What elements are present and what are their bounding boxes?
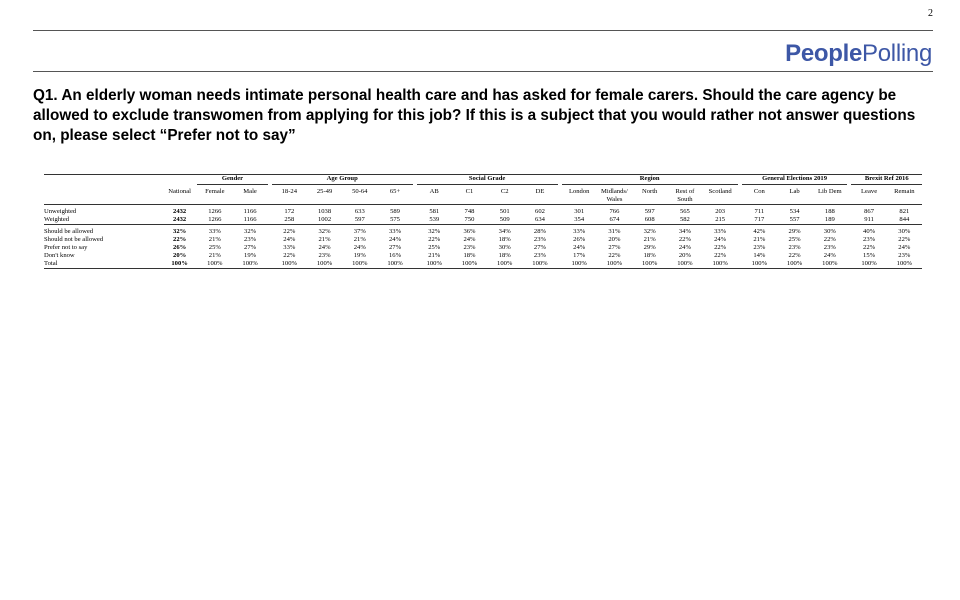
table-cell: 750 xyxy=(464,216,475,223)
table-cell: 582 xyxy=(679,216,690,223)
table-cell: 24% xyxy=(714,236,727,243)
table-cell: 22% xyxy=(678,236,691,243)
table-cell: 42% xyxy=(742,225,777,237)
table-cell: 25% xyxy=(788,236,801,243)
table-cell: 32% xyxy=(632,225,667,237)
table-cell: 100% xyxy=(522,260,557,269)
row-label: Unweighted xyxy=(44,205,162,217)
table-cell: 100% xyxy=(162,260,197,269)
table-cell: 20% xyxy=(678,252,691,259)
table-cell: 100% xyxy=(487,260,522,269)
table-cell: 29% xyxy=(643,244,656,251)
column-header-national: National xyxy=(168,187,191,195)
table-cell: 1266 xyxy=(208,216,222,223)
column-header-lab: Lab xyxy=(789,188,800,195)
table-cell: 100% xyxy=(562,260,597,269)
table-cell: 23% xyxy=(533,252,546,259)
table-cell: 25% xyxy=(428,244,441,251)
table-cell: 23% xyxy=(898,252,911,259)
table-cell: 23% xyxy=(753,244,766,251)
table-cell: 23% xyxy=(463,244,476,251)
peoplepolling-logo xyxy=(785,40,932,68)
table-cell: 27% xyxy=(244,244,257,251)
table-cell: 634 xyxy=(535,216,545,223)
table-cell: 18% xyxy=(643,252,656,259)
table-cell: 33% xyxy=(562,225,597,237)
table-row-unweighted xyxy=(44,205,922,217)
table-cell: 34% xyxy=(667,225,702,237)
table-cell: 100% xyxy=(197,260,232,269)
table-row-total xyxy=(44,260,922,269)
table-cell: 539 xyxy=(429,216,440,223)
table-cell: 711 xyxy=(742,205,777,217)
table-cell: 22% xyxy=(173,236,187,243)
column-header-lib-dem: Lib Dem xyxy=(818,188,842,195)
table-cell: 766 xyxy=(597,205,632,217)
column-header-65: 65+ xyxy=(389,188,401,195)
row-label: Should not be allowed xyxy=(44,236,104,243)
table-cell: 18% xyxy=(498,236,511,243)
table-cell: 32% xyxy=(307,225,342,237)
table-cell: 23% xyxy=(533,236,546,243)
table-cell: 27% xyxy=(608,244,621,251)
table-cell: 100% xyxy=(667,260,702,269)
column-header-female: Female xyxy=(205,188,225,195)
table-cell: 33% xyxy=(703,225,738,237)
table-cell: 575 xyxy=(390,216,400,223)
logo-rule xyxy=(33,71,933,72)
column-header-north: North xyxy=(641,188,658,195)
group-gender: Gender xyxy=(197,175,267,185)
table-row-prefer-not-to-say xyxy=(44,244,922,252)
table-cell: 23% xyxy=(244,236,257,243)
column-header-ab: AB xyxy=(429,188,439,195)
table-cell: 22% xyxy=(788,252,801,259)
column-header-remain: Remain xyxy=(894,188,915,195)
table-cell: 100% xyxy=(307,260,342,269)
table-cell: 608 xyxy=(644,216,655,223)
table-cell: 1166 xyxy=(243,216,257,223)
table-cell: 21% xyxy=(643,236,656,243)
row-label: Prefer not to say xyxy=(44,244,88,251)
column-header-18-24: 18-24 xyxy=(281,188,298,195)
table-cell: 18% xyxy=(498,252,511,259)
table-cell: 100% xyxy=(777,260,812,269)
table-cell: 29% xyxy=(777,225,812,237)
table-cell: 22% xyxy=(428,236,441,243)
table-cell: 31% xyxy=(597,225,632,237)
group-social-grade: Social Grade xyxy=(417,175,558,185)
table-cell: 24% xyxy=(678,244,691,251)
table-cell: 14% xyxy=(753,252,766,259)
column-header-london: London xyxy=(568,188,590,195)
row-label: Total xyxy=(44,260,162,269)
group-header-row xyxy=(44,175,922,185)
column-header-50-64: 50-64 xyxy=(352,188,368,195)
row-label: Weighted xyxy=(44,216,70,223)
table-cell: 501 xyxy=(487,205,522,217)
table-cell: 34% xyxy=(487,225,522,237)
table-cell: 23% xyxy=(788,244,801,251)
table-cell: 21% xyxy=(208,252,221,259)
table-row-don-t-know xyxy=(44,252,922,260)
table-cell: 100% xyxy=(342,260,377,269)
table-cell: 21% xyxy=(208,236,221,243)
page-number: 2 xyxy=(928,8,933,19)
table-row-weighted xyxy=(44,216,922,225)
table-cell: 27% xyxy=(388,244,402,251)
column-header-c1: C1 xyxy=(465,188,474,195)
table-cell: 21% xyxy=(753,236,766,243)
column-header-scotland: Scotland xyxy=(708,188,732,195)
table-cell: 33% xyxy=(377,225,412,237)
table-cell: 100% xyxy=(742,260,777,269)
table-cell: 23% xyxy=(318,252,331,259)
table-cell: 21% xyxy=(428,252,441,259)
table-cell: 100% xyxy=(812,260,847,269)
group-general-elections: General Elections 2019 xyxy=(742,175,848,185)
column-header-con: Con xyxy=(753,188,765,195)
question-text: Q1. An elderly woman needs intimate personal health care and has asked for female carers. Should the care agency be allowed to exclude transwomen from applying for this job? If this is a subject that you would rather not answer questions on, please select “Prefer not to say” xyxy=(33,87,916,144)
table-cell: 21% xyxy=(353,236,366,243)
table-cell: 22% xyxy=(608,252,621,259)
column-header-de: DE xyxy=(535,188,545,195)
table-cell: 1002 xyxy=(317,216,332,223)
table-row-should-be-allowed xyxy=(44,225,922,237)
table-cell: 258 xyxy=(284,216,295,223)
table-cell: 1166 xyxy=(232,205,267,217)
table-cell: 821 xyxy=(887,205,922,217)
group-region: Region xyxy=(562,175,738,185)
table-cell: 215 xyxy=(715,216,726,223)
column-header-row xyxy=(44,185,922,205)
table-cell: 19% xyxy=(353,252,366,259)
table-cell: 24% xyxy=(353,244,366,251)
table-cell: 24% xyxy=(463,236,476,243)
table-cell: 597 xyxy=(632,205,667,217)
table-cell: 597 xyxy=(354,216,365,223)
table-cell: 581 xyxy=(417,205,452,217)
table-cell: 100% xyxy=(632,260,667,269)
table-cell: 17% xyxy=(573,252,586,259)
crosstab-table xyxy=(44,174,922,269)
table-cell: 27% xyxy=(533,244,546,251)
table-cell: 2432 xyxy=(173,216,187,223)
table-cell: 32% xyxy=(162,225,197,237)
table-cell: 33% xyxy=(197,225,232,237)
table-cell: 911 xyxy=(864,216,874,223)
table-cell: 509 xyxy=(499,216,510,223)
table-cell: 37% xyxy=(342,225,377,237)
table-cell: 19% xyxy=(244,252,257,259)
table-cell: 100% xyxy=(887,260,922,269)
table-cell: 20% xyxy=(173,252,187,259)
table-cell: 16% xyxy=(388,252,402,259)
table-cell: 633 xyxy=(342,205,377,217)
table-cell: 30% xyxy=(812,225,847,237)
table-cell: 22% xyxy=(272,225,307,237)
table-cell: 30% xyxy=(887,225,922,237)
column-header-rest-of-south: Rest of South xyxy=(675,188,695,203)
table-cell: 717 xyxy=(754,216,765,223)
group-brexit: Brexit Ref 2016 xyxy=(851,175,922,185)
table-cell: 100% xyxy=(417,260,452,269)
table-cell: 2432 xyxy=(162,205,197,217)
group-age: Age Group xyxy=(272,175,413,185)
table-cell: 25% xyxy=(208,244,221,251)
table-cell: 22% xyxy=(898,236,911,243)
table-cell: 28% xyxy=(522,225,557,237)
table-cell: 24% xyxy=(283,236,296,243)
column-header-25-49: 25-49 xyxy=(316,188,333,195)
table-cell: 674 xyxy=(609,216,620,223)
table-cell: 21% xyxy=(318,236,331,243)
table-cell: 748 xyxy=(452,205,487,217)
table-cell: 32% xyxy=(417,225,452,237)
logo-polling-text: Polling xyxy=(862,40,932,67)
table-cell: 172 xyxy=(272,205,307,217)
table-cell: 24% xyxy=(823,252,836,259)
table-cell: 100% xyxy=(232,260,267,269)
table-cell: 203 xyxy=(703,205,738,217)
table-cell: 354 xyxy=(574,216,585,223)
table-cell: 20% xyxy=(608,236,621,243)
header-rule xyxy=(33,30,933,31)
table-cell: 557 xyxy=(789,216,800,223)
table-cell: 24% xyxy=(573,244,586,251)
table-cell: 100% xyxy=(851,260,886,269)
row-label: Don't know xyxy=(44,252,75,259)
table-cell: 22% xyxy=(283,252,296,259)
table-cell: 22% xyxy=(714,244,727,251)
table-cell: 1266 xyxy=(197,205,232,217)
table-cell: 26% xyxy=(573,236,586,243)
table-cell: 15% xyxy=(863,252,876,259)
table-cell: 30% xyxy=(498,244,511,251)
table-cell: 100% xyxy=(452,260,487,269)
table-cell: 36% xyxy=(452,225,487,237)
table-cell: 844 xyxy=(899,216,910,223)
table-cell: 301 xyxy=(562,205,597,217)
table-cell: 40% xyxy=(851,225,886,237)
table-cell: 33% xyxy=(283,244,296,251)
table-cell: 189 xyxy=(824,216,835,223)
table-cell: 22% xyxy=(863,244,876,251)
table-cell: 1038 xyxy=(307,205,342,217)
logo-people-text: People xyxy=(785,40,863,67)
column-header-leave: Leave xyxy=(861,188,878,195)
table-cell: 534 xyxy=(777,205,812,217)
table-cell: 867 xyxy=(851,205,886,217)
table-cell: 589 xyxy=(377,205,412,217)
table-cell: 18% xyxy=(463,252,476,259)
column-header-male: Male xyxy=(243,188,257,195)
table-cell: 100% xyxy=(597,260,632,269)
table-cell: 22% xyxy=(823,236,836,243)
table-cell: 188 xyxy=(812,205,847,217)
table-cell: 32% xyxy=(232,225,267,237)
table-cell: 100% xyxy=(377,260,412,269)
table-cell: 100% xyxy=(703,260,738,269)
table-row-should-not-be-allowed xyxy=(44,236,922,244)
column-header-blank xyxy=(44,185,162,205)
row-label: Should be allowed xyxy=(44,225,162,237)
table-cell: 23% xyxy=(823,244,836,251)
table-cell: 26% xyxy=(173,244,187,251)
column-header-midlands-wales: Midlands/ Wales xyxy=(601,188,628,203)
table-cell: 24% xyxy=(898,244,911,251)
table-cell: 22% xyxy=(714,252,727,259)
table-cell: 23% xyxy=(863,236,876,243)
table-cell: 602 xyxy=(522,205,557,217)
table-cell: 100% xyxy=(272,260,307,269)
column-header-c2: C2 xyxy=(500,188,509,195)
table-cell: 24% xyxy=(388,236,402,243)
table-cell: 565 xyxy=(667,205,702,217)
table-cell: 24% xyxy=(318,244,331,251)
